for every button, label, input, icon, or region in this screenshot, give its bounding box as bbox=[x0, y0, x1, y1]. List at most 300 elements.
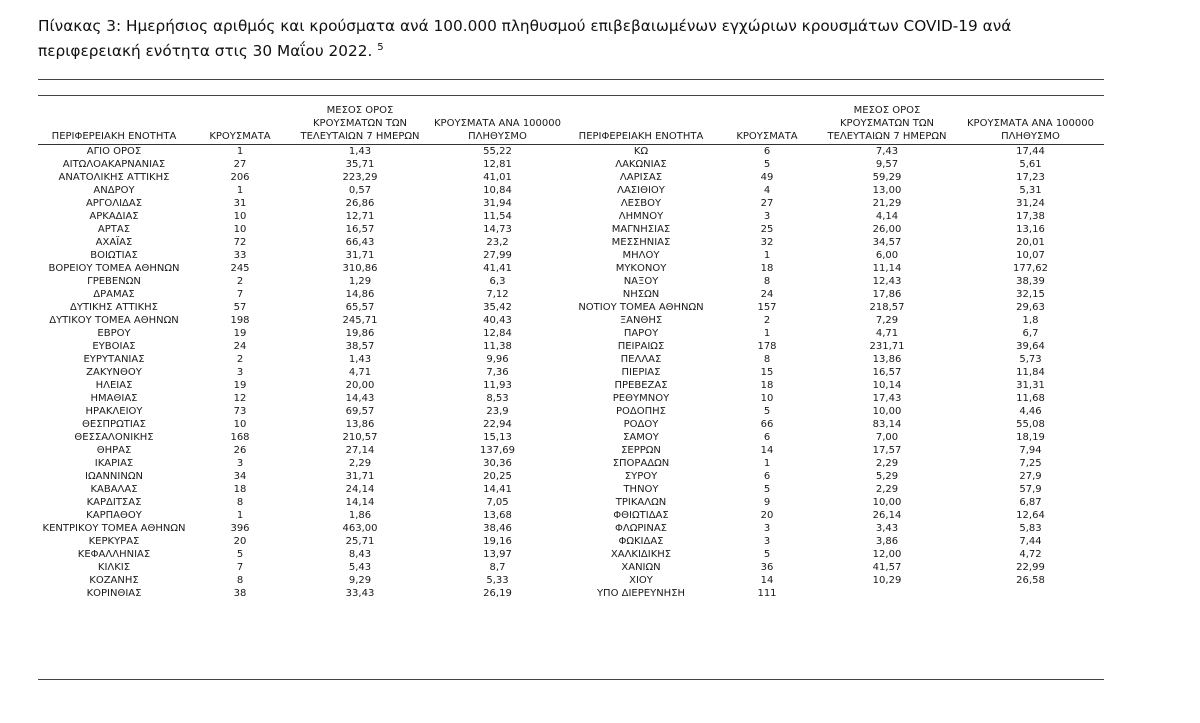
value-cell: 32,15 bbox=[1016, 289, 1045, 300]
region-cell: ΣΑΜΟΥ bbox=[623, 432, 659, 443]
value-cell: 23,9 bbox=[486, 406, 509, 417]
value-cell: 4,71 bbox=[875, 328, 899, 339]
column-header-line: ΚΡΟΥΣΜΑΤΑ ΑΝΑ 100000 bbox=[967, 118, 1094, 129]
region-cell: ΙΩΑΝΝΙΝΩΝ bbox=[85, 471, 143, 482]
value-cell: 3,43 bbox=[875, 523, 899, 534]
value-cell: 4,46 bbox=[1019, 406, 1042, 417]
region-cell: ΡΟΔΟΠΗΣ bbox=[616, 406, 666, 417]
value-cell: 7,36 bbox=[486, 367, 509, 378]
value-cell: 18,19 bbox=[1016, 432, 1045, 443]
table-row bbox=[38, 275, 1104, 288]
table-body bbox=[38, 145, 1104, 601]
region-cell: ΘΗΡΑΣ bbox=[96, 445, 132, 456]
value-cell: 27,9 bbox=[1019, 471, 1042, 482]
column-header-line: ΚΡΟΥΣΜΑΤΑ bbox=[209, 131, 271, 142]
value-cell: 15,13 bbox=[483, 432, 512, 443]
column-header-line: ΠΛΗΘΥΣΜΟ bbox=[468, 131, 527, 142]
region-cell: ΜΑΓΝΗΣΙΑΣ bbox=[611, 224, 671, 235]
region-cell: ΦΛΩΡΙΝΑΣ bbox=[615, 523, 667, 534]
value-cell: 55,22 bbox=[483, 146, 512, 157]
region-cell: ΡΟΔΟΥ bbox=[623, 419, 659, 430]
value-cell: 7,00 bbox=[875, 432, 899, 443]
value-cell: 3 bbox=[763, 211, 771, 222]
value-cell: 11,54 bbox=[483, 211, 512, 222]
value-cell: 7,29 bbox=[875, 315, 899, 326]
table-row bbox=[38, 171, 1104, 184]
value-cell: 36 bbox=[760, 562, 774, 573]
table-row bbox=[38, 249, 1104, 262]
column-header-line bbox=[430, 104, 565, 117]
value-cell: 1,8 bbox=[1022, 315, 1039, 326]
value-cell: 20 bbox=[233, 536, 247, 547]
value-cell: 13,97 bbox=[483, 549, 512, 560]
value-cell: 38,57 bbox=[345, 341, 375, 352]
region-cell: ΗΜΑΘΙΑΣ bbox=[90, 393, 138, 404]
table-row bbox=[38, 327, 1104, 340]
value-cell: 396 bbox=[230, 523, 250, 534]
value-cell: 245 bbox=[230, 263, 250, 274]
value-cell: 7,25 bbox=[1019, 458, 1042, 469]
value-cell: 10 bbox=[233, 419, 247, 430]
table-row bbox=[38, 561, 1104, 574]
column-header-line: ΚΡΟΥΣΜΑΤΑ bbox=[736, 131, 798, 142]
value-cell: 5,29 bbox=[875, 471, 899, 482]
column-header-line bbox=[190, 104, 290, 117]
value-cell: 1 bbox=[236, 146, 244, 157]
value-cell: 11,38 bbox=[483, 341, 512, 352]
value-cell: 15 bbox=[760, 367, 774, 378]
value-cell bbox=[957, 587, 1104, 600]
value-cell: 4,71 bbox=[348, 367, 372, 378]
value-cell: 463,00 bbox=[342, 523, 378, 534]
value-cell: 5 bbox=[763, 484, 771, 495]
column-header bbox=[190, 104, 290, 145]
value-cell: 18 bbox=[760, 263, 774, 274]
column-header bbox=[817, 104, 957, 145]
value-cell: 4 bbox=[763, 185, 771, 196]
region-cell: ΧΑΝΙΩΝ bbox=[621, 562, 661, 573]
value-cell: 57 bbox=[233, 302, 247, 313]
value-cell: 1,43 bbox=[348, 354, 372, 365]
value-cell: 55,08 bbox=[1016, 419, 1045, 430]
value-cell: 1 bbox=[763, 328, 771, 339]
value-cell: 20,00 bbox=[345, 380, 375, 391]
value-cell: 26,14 bbox=[872, 510, 902, 521]
value-cell: 41,41 bbox=[483, 263, 512, 274]
value-cell: 5 bbox=[763, 549, 771, 560]
value-cell: 59,29 bbox=[872, 172, 902, 183]
value-cell: 7 bbox=[236, 562, 244, 573]
table-row bbox=[38, 158, 1104, 171]
value-cell: 31,24 bbox=[1016, 198, 1045, 209]
column-header-line bbox=[38, 117, 190, 130]
value-cell: 14 bbox=[760, 445, 774, 456]
value-cell: 10 bbox=[233, 224, 247, 235]
value-cell: 231,71 bbox=[869, 341, 905, 352]
region-cell: ΗΛΕΙΑΣ bbox=[95, 380, 133, 391]
region-cell: ΖΑΚΥΝΘΟΥ bbox=[86, 367, 142, 378]
value-cell: 73 bbox=[233, 406, 247, 417]
value-cell: 12,43 bbox=[872, 276, 902, 287]
region-cell: ΚΕΡΚΥΡΑΣ bbox=[88, 536, 140, 547]
region-cell: ΚΑΡΠΑΘΟΥ bbox=[86, 510, 142, 521]
value-cell: 10,00 bbox=[872, 497, 902, 508]
table-row bbox=[38, 184, 1104, 197]
value-cell: 223,29 bbox=[342, 172, 378, 183]
value-cell: 66 bbox=[760, 419, 774, 430]
region-cell: ΕΒΡΟΥ bbox=[97, 328, 131, 339]
region-cell: ΚΑΡΔΙΤΣΑΣ bbox=[86, 497, 142, 508]
value-cell: 7 bbox=[236, 289, 244, 300]
column-header-line bbox=[190, 117, 290, 130]
table-row bbox=[38, 405, 1104, 418]
value-cell: 26,58 bbox=[1016, 575, 1045, 586]
region-cell: ΝΑΞΟΥ bbox=[623, 276, 659, 287]
region-cell: ΜΥΚΟΝΟΥ bbox=[615, 263, 667, 274]
region-cell: ΣΥΡΟΥ bbox=[624, 471, 658, 482]
region-cell: ΘΕΣΣΑΛΟΝΙΚΗΣ bbox=[74, 432, 154, 443]
table-row bbox=[38, 197, 1104, 210]
value-cell: 137,69 bbox=[480, 445, 515, 456]
value-cell: 19,86 bbox=[345, 328, 375, 339]
column-header-line bbox=[565, 104, 717, 117]
table-row bbox=[38, 574, 1104, 587]
value-cell: 3 bbox=[763, 536, 771, 547]
table-row bbox=[38, 340, 1104, 353]
value-cell: 10,00 bbox=[872, 406, 902, 417]
value-cell: 7,44 bbox=[1019, 536, 1042, 547]
value-cell: 5,31 bbox=[1019, 185, 1042, 196]
region-cell: ΛΗΜΝΟΥ bbox=[618, 211, 664, 222]
region-cell: ΠΑΡΟΥ bbox=[623, 328, 659, 339]
value-cell: 10,14 bbox=[872, 380, 902, 391]
table-row bbox=[38, 548, 1104, 561]
table-row bbox=[38, 392, 1104, 405]
value-cell: 9,96 bbox=[486, 354, 509, 365]
value-cell: 20,25 bbox=[483, 471, 512, 482]
value-cell: 178 bbox=[757, 341, 777, 352]
value-cell: 11,84 bbox=[1016, 367, 1045, 378]
region-cell: ΤΗΝΟΥ bbox=[623, 484, 659, 495]
column-header bbox=[717, 104, 817, 145]
table-row bbox=[38, 587, 1104, 600]
value-cell: 72 bbox=[233, 237, 247, 248]
value-cell: 16,57 bbox=[345, 224, 375, 235]
value-cell: 12,64 bbox=[1016, 510, 1045, 521]
value-cell: 26,86 bbox=[345, 198, 375, 209]
value-cell: 16,57 bbox=[872, 367, 902, 378]
value-cell: 25 bbox=[760, 224, 774, 235]
value-cell: 33 bbox=[233, 250, 247, 261]
region-cell: ΣΕΡΡΩΝ bbox=[621, 445, 661, 456]
value-cell: 1,29 bbox=[348, 276, 372, 287]
column-header-line: ΠΛΗΘΥΣΜΟ bbox=[1001, 131, 1060, 142]
value-cell: 1 bbox=[236, 510, 244, 521]
table-row bbox=[38, 379, 1104, 392]
column-header-line: ΚΡΟΥΣΜΑΤΩΝ ΤΩΝ bbox=[313, 118, 407, 129]
value-cell: 17,57 bbox=[872, 445, 902, 456]
table-row bbox=[38, 366, 1104, 379]
region-cell: ΗΡΑΚΛΕΙΟΥ bbox=[85, 406, 143, 417]
value-cell: 1,43 bbox=[348, 146, 372, 157]
value-cell: 9 bbox=[763, 497, 771, 508]
value-cell: 4,14 bbox=[875, 211, 899, 222]
value-cell: 13,16 bbox=[1016, 224, 1045, 235]
value-cell: 11,68 bbox=[1016, 393, 1045, 404]
region-cell: ΒΟΡΕΙΟΥ ΤΟΜΕΑ ΑΘΗΝΩΝ bbox=[48, 263, 180, 274]
region-cell: ΑΧΑΪΑΣ bbox=[95, 237, 133, 248]
value-cell: 49 bbox=[760, 172, 774, 183]
value-cell: 12,81 bbox=[483, 159, 512, 170]
region-cell: ΧΑΛΚΙΔΙΚΗΣ bbox=[610, 549, 672, 560]
region-cell: ΜΕΣΣΗΝΙΑΣ bbox=[611, 237, 671, 248]
value-cell: 1 bbox=[763, 250, 771, 261]
region-cell: ΞΑΝΘΗΣ bbox=[619, 315, 663, 326]
column-header-line: ΤΕΛΕΥΤΑΙΩΝ 7 ΗΜΕΡΩΝ bbox=[300, 131, 420, 142]
value-cell: 6 bbox=[763, 432, 771, 443]
value-cell: 2 bbox=[763, 315, 771, 326]
value-cell: 57,9 bbox=[1019, 484, 1042, 495]
value-cell: 5,73 bbox=[1019, 354, 1042, 365]
value-cell: 218,57 bbox=[869, 302, 905, 313]
value-cell: 65,57 bbox=[345, 302, 375, 313]
value-cell: 26,19 bbox=[483, 588, 512, 599]
value-cell: 8,43 bbox=[348, 549, 372, 560]
column-header-line bbox=[38, 104, 190, 117]
table-caption bbox=[38, 14, 1118, 64]
value-cell: 30,36 bbox=[483, 458, 512, 469]
value-cell: 198 bbox=[230, 315, 250, 326]
value-cell: 5 bbox=[236, 549, 244, 560]
value-cell: 34 bbox=[233, 471, 247, 482]
value-cell: 245,71 bbox=[342, 315, 378, 326]
region-cell: ΝΟΤΙΟΥ ΤΟΜΕΑ ΑΘΗΝΩΝ bbox=[578, 302, 704, 313]
value-cell: 27,99 bbox=[483, 250, 512, 261]
value-cell: 310,86 bbox=[342, 263, 378, 274]
value-cell: 22,99 bbox=[1016, 562, 1045, 573]
column-header bbox=[565, 104, 717, 145]
value-cell: 5 bbox=[763, 406, 771, 417]
value-cell: 13,00 bbox=[872, 185, 902, 196]
value-cell: 19 bbox=[233, 380, 247, 391]
table-row bbox=[38, 457, 1104, 470]
value-cell: 7,12 bbox=[486, 289, 509, 300]
region-cell: ΛΑΚΩΝΙΑΣ bbox=[615, 159, 667, 170]
table-row bbox=[38, 470, 1104, 483]
region-cell: ΧΙΟΥ bbox=[629, 575, 653, 586]
table-row bbox=[38, 353, 1104, 366]
table-row bbox=[38, 236, 1104, 249]
table-row bbox=[38, 145, 1104, 159]
value-cell: 13,86 bbox=[345, 419, 375, 430]
region-cell: ΚΩ bbox=[633, 146, 649, 157]
region-cell: ΑΡΓΟΛΙΔΑΣ bbox=[85, 198, 143, 209]
region-cell: ΑΝΔΡΟΥ bbox=[93, 185, 135, 196]
value-cell: 14 bbox=[760, 575, 774, 586]
value-cell: 12,71 bbox=[345, 211, 375, 222]
value-cell: 8,53 bbox=[486, 393, 509, 404]
region-cell: ΑΝΑΤΟΛΙΚΗΣ ΑΤΤΙΚΗΣ bbox=[58, 172, 170, 183]
value-cell: 6,3 bbox=[489, 276, 506, 287]
value-cell: 19 bbox=[233, 328, 247, 339]
table-row bbox=[38, 210, 1104, 223]
value-cell: 20 bbox=[760, 510, 774, 521]
value-cell: 6,7 bbox=[1022, 328, 1039, 339]
value-cell: 8 bbox=[236, 575, 244, 586]
value-cell: 26 bbox=[233, 445, 247, 456]
region-cell: ΚΟΡΙΝΘΙΑΣ bbox=[86, 588, 142, 599]
region-cell: ΒΟΙΩΤΙΑΣ bbox=[90, 250, 138, 261]
divider-top bbox=[38, 79, 1104, 80]
region-cell: ΠΕΛΛΑΣ bbox=[620, 354, 662, 365]
value-cell: 2,29 bbox=[875, 458, 899, 469]
value-cell: 206 bbox=[230, 172, 250, 183]
value-cell: 31 bbox=[233, 198, 247, 209]
column-header-line bbox=[717, 104, 817, 117]
value-cell: 2,29 bbox=[875, 484, 899, 495]
table-row bbox=[38, 483, 1104, 496]
value-cell: 2 bbox=[236, 276, 244, 287]
region-cell: ΡΕΘΥΜΝΟΥ bbox=[612, 393, 670, 404]
column-header-line bbox=[957, 104, 1104, 117]
value-cell: 40,43 bbox=[483, 315, 512, 326]
region-cell: ΝΗΣΩΝ bbox=[622, 289, 660, 300]
column-header bbox=[430, 104, 565, 145]
value-cell: 38 bbox=[233, 588, 247, 599]
value-cell: 11,93 bbox=[483, 380, 512, 391]
value-cell: 168 bbox=[230, 432, 250, 443]
region-cell: ΑΙΤΩΛΟΑΚΑΡΝΑΝΙΑΣ bbox=[62, 159, 166, 170]
footnote-marker: 5 bbox=[377, 41, 384, 53]
region-cell: ΚΕΦΑΛΛΗΝΙΑΣ bbox=[77, 549, 151, 560]
region-cell: ΕΥΡΥΤΑΝΙΑΣ bbox=[83, 354, 145, 365]
value-cell: 66,43 bbox=[345, 237, 375, 248]
value-cell: 32 bbox=[760, 237, 774, 248]
value-cell: 17,86 bbox=[872, 289, 902, 300]
column-header bbox=[38, 104, 190, 145]
value-cell: 69,57 bbox=[345, 406, 375, 417]
region-cell: ΛΑΣΙΘΙΟΥ bbox=[617, 185, 665, 196]
value-cell: 14,73 bbox=[483, 224, 512, 235]
value-cell: 17,43 bbox=[872, 393, 902, 404]
column-header-line: ΜΕΣΟΣ ΟΡΟΣ bbox=[853, 105, 921, 116]
value-cell: 8 bbox=[763, 354, 771, 365]
value-cell: 9,29 bbox=[348, 575, 372, 586]
value-cell: 5,83 bbox=[1019, 523, 1042, 534]
column-header-line: ΚΡΟΥΣΜΑΤΑ ΑΝΑ 100000 bbox=[434, 118, 561, 129]
value-cell: 10,29 bbox=[872, 575, 902, 586]
value-cell: 13,86 bbox=[872, 354, 902, 365]
region-cell: ΓΡΕΒΕΝΩΝ bbox=[87, 276, 141, 287]
value-cell: 41,57 bbox=[872, 562, 902, 573]
value-cell: 33,43 bbox=[345, 588, 375, 599]
value-cell: 17,44 bbox=[1016, 146, 1045, 157]
column-header bbox=[957, 104, 1104, 145]
region-cell: ΑΓΙΟ ΟΡΟΣ bbox=[86, 146, 142, 157]
value-cell: 19,16 bbox=[483, 536, 512, 547]
region-cell: ΠΕΙΡΑΙΩΣ bbox=[617, 341, 665, 352]
column-header-line: ΤΕΛΕΥΤΑΙΩΝ 7 ΗΜΕΡΩΝ bbox=[827, 131, 947, 142]
value-cell: 7,43 bbox=[875, 146, 899, 157]
value-cell: 23,2 bbox=[486, 237, 509, 248]
value-cell: 210,57 bbox=[342, 432, 378, 443]
value-cell: 29,63 bbox=[1016, 302, 1045, 313]
value-cell: 8 bbox=[236, 497, 244, 508]
value-cell: 10 bbox=[760, 393, 774, 404]
region-cell: ΜΗΛΟΥ bbox=[622, 250, 660, 261]
value-cell: 3 bbox=[236, 458, 244, 469]
value-cell: 7,05 bbox=[486, 497, 509, 508]
region-cell: ΔΡΑΜΑΣ bbox=[93, 289, 135, 300]
value-cell: 14,14 bbox=[345, 497, 375, 508]
table-row bbox=[38, 223, 1104, 236]
table-row bbox=[38, 288, 1104, 301]
value-cell: 2 bbox=[236, 354, 244, 365]
region-cell: ΛΕΣΒΟΥ bbox=[620, 198, 662, 209]
value-cell: 157 bbox=[757, 302, 777, 313]
column-header-line: ΚΡΟΥΣΜΑΤΩΝ ΤΩΝ bbox=[840, 118, 934, 129]
region-cell: ΘΕΣΠΡΩΤΙΑΣ bbox=[82, 419, 146, 430]
value-cell: 27 bbox=[760, 198, 774, 209]
value-cell: 27,14 bbox=[345, 445, 375, 456]
region-cell: ΥΠΟ ΔΙΕΡΕΥΝΗΣΗ bbox=[596, 588, 686, 599]
value-cell: 24 bbox=[233, 341, 247, 352]
region-cell: ΦΩΚΙΔΑΣ bbox=[618, 536, 664, 547]
value-cell: 111 bbox=[757, 588, 777, 599]
table-row bbox=[38, 262, 1104, 275]
value-cell: 3 bbox=[763, 523, 771, 534]
value-cell: 35,42 bbox=[483, 302, 512, 313]
value-cell: 5 bbox=[763, 159, 771, 170]
column-header-line: ΠΕΡΙΦΕΡΕΙΑΚΗ ΕΝΟΤΗΤΑ bbox=[578, 131, 704, 142]
value-cell: 8,7 bbox=[489, 562, 506, 573]
region-cell: ΕΥΒΟΙΑΣ bbox=[92, 341, 136, 352]
value-cell: 38,39 bbox=[1016, 276, 1045, 287]
table-row bbox=[38, 509, 1104, 522]
table-row bbox=[38, 522, 1104, 535]
value-cell: 6 bbox=[763, 471, 771, 482]
value-cell: 5,33 bbox=[486, 575, 509, 586]
value-cell bbox=[817, 587, 957, 600]
value-cell: 6,00 bbox=[875, 250, 899, 261]
column-header bbox=[290, 104, 430, 145]
value-cell: 14,86 bbox=[345, 289, 375, 300]
region-cell: ΣΠΟΡΑΔΩΝ bbox=[612, 458, 670, 469]
value-cell: 14,43 bbox=[345, 393, 375, 404]
value-cell: 18 bbox=[760, 380, 774, 391]
table-row bbox=[38, 418, 1104, 431]
value-cell: 14,41 bbox=[483, 484, 512, 495]
column-header-line bbox=[565, 117, 717, 130]
divider-bottom bbox=[38, 679, 1104, 680]
value-cell: 31,31 bbox=[1016, 380, 1045, 391]
value-cell: 4,72 bbox=[1019, 549, 1042, 560]
value-cell: 17,38 bbox=[1016, 211, 1045, 222]
region-cell: ΑΡΤΑΣ bbox=[97, 224, 131, 235]
value-cell: 17,23 bbox=[1016, 172, 1045, 183]
table-row bbox=[38, 431, 1104, 444]
covid-cases-table bbox=[38, 104, 1104, 600]
table-header-row bbox=[38, 104, 1104, 145]
value-cell: 10,07 bbox=[1016, 250, 1045, 261]
column-header-line: ΠΕΡΙΦΕΡΕΙΑΚΗ ΕΝΟΤΗΤΑ bbox=[51, 131, 177, 142]
value-cell: 6,87 bbox=[1019, 497, 1042, 508]
value-cell: 31,71 bbox=[345, 250, 375, 261]
value-cell: 24,14 bbox=[345, 484, 375, 495]
table-row bbox=[38, 444, 1104, 457]
value-cell: 22,94 bbox=[483, 419, 512, 430]
value-cell: 31,71 bbox=[345, 471, 375, 482]
